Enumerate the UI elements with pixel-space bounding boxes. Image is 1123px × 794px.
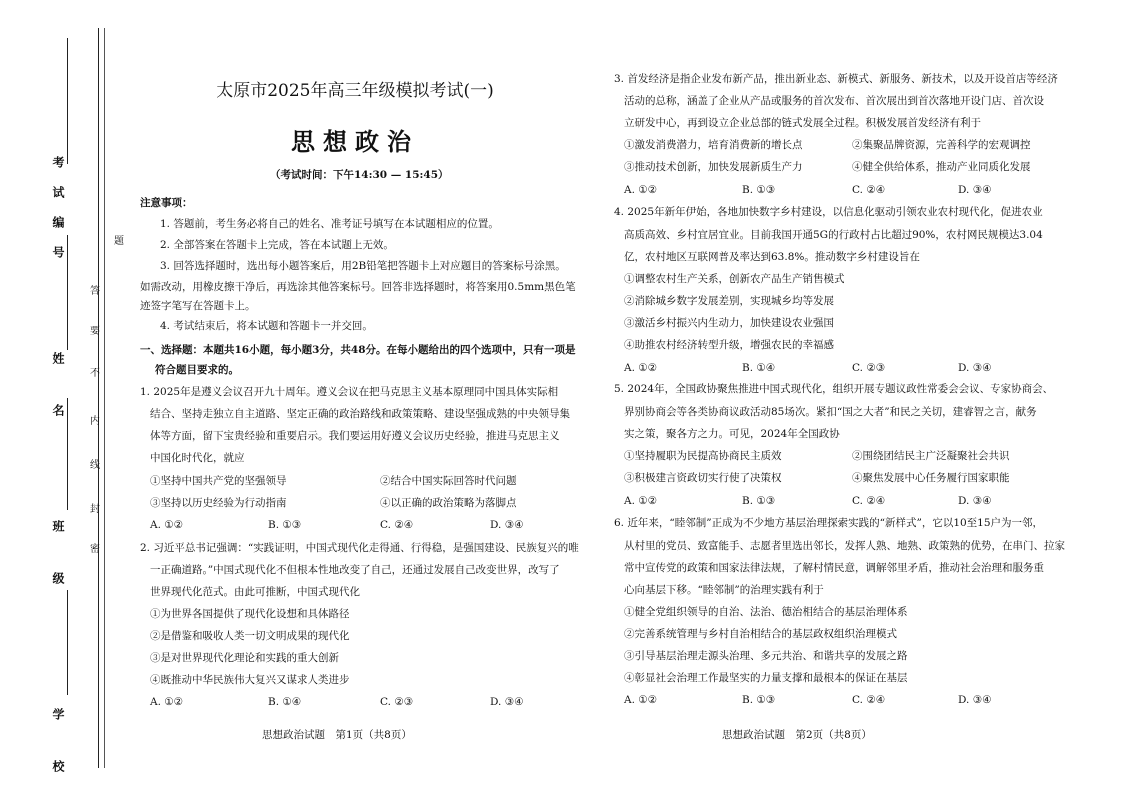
q1-option: ②结合中国实际回答时代问题 <box>380 475 517 487</box>
exam-no-label: 考试编号 <box>51 156 65 276</box>
q3-option: ③推动技术创新，加快发展新质生产力 <box>624 161 803 173</box>
q2-stem: 一正确道路。”中国式现代化不但根本性地改变了自己，还通过发展自己改变世界，改写了 <box>150 564 560 576</box>
q2-choice-c: C. ②③ <box>380 696 414 708</box>
q5-choice-b: B. ①③ <box>742 495 776 507</box>
q6-stem: 6. 近年来，“睦邻制”正成为不少地方基层治理探索实践的“新样式”，它以10至15户为一邻， <box>614 517 1044 529</box>
q2-choice-a: A. ①② <box>150 696 184 708</box>
q5-option: ③积极建言资政切实行使了决策权 <box>624 472 782 484</box>
exam-no-line <box>67 38 68 164</box>
q2-stem: 2. 习近平总书记强调：“实践证明，中国式现代化走得通、行得稳，是强国建设、民族复兴的唯 <box>140 542 579 554</box>
gutter-char: 答 <box>90 286 100 297</box>
q3-choice-b: B. ①③ <box>742 184 776 196</box>
q3-stem: 活动的总称，涵盖了企业从产品或服务的首次发布、首次展出到首次落地开设门店、首次设 <box>624 95 1044 107</box>
q3-option: ①激发消费潜力，培育消费新的增长点 <box>624 139 803 151</box>
q1-option: ①坚持中国共产党的坚强领导 <box>150 475 287 487</box>
q1-stem: 结合、坚持走独立自主道路、坚定正确的政治路线和政策策略、建设坚强成熟的中央领导集 <box>150 408 570 420</box>
q5-choice-d: D. ③④ <box>958 495 992 507</box>
note-item: 2. 全部答案在答题卡上完成，答在本试题上无效。 <box>160 239 394 251</box>
q5-stem: 界别协商会等各类协商议政活动85场次。紧扣“国之大者”和民之关切，建睿智之言，献务 <box>624 406 1037 418</box>
note-item: 1. 答题前，考生务必将自己的姓名、准考证号填写在本试题相应的位置。 <box>160 218 499 230</box>
q2-option: ①为世界各国提供了现代化设想和具体路径 <box>150 608 350 620</box>
gutter-char: 线 <box>90 460 100 471</box>
q3-option: ②集聚品牌资源，完善科学的宏观调控 <box>852 139 1031 151</box>
q4-option: ②消除城乡数字发展差别，实现城乡均等发展 <box>624 295 834 307</box>
gutter-char: 要 <box>90 326 100 337</box>
q2-choice-b: B. ①④ <box>268 696 302 708</box>
q6-option: ①健全党组织领导的自治、法治、德治相结合的基层治理体系 <box>624 606 908 618</box>
q6-stem: 从村里的党员、致富能手、志愿者里选出邻长，发挥人熟、地熟、政策熟的优势，在串门、拉家 <box>624 540 1065 552</box>
name-label: 姓 名 <box>51 352 65 435</box>
q1-choice-a: A. ①② <box>150 519 184 531</box>
q3-stem: 立研发中心，再到设立企业总部的链式发展全过程。积极发展首发经济有利于 <box>624 117 981 129</box>
note-item: 3. 回答选择题时，选出每小题答案后，用2B铅笔把答题卡上对应题目的答案标号涂黑。 <box>160 260 566 272</box>
gutter-char: 密 <box>90 544 100 555</box>
q2-option: ③是对世界现代化理论和实践的重大创新 <box>150 652 339 664</box>
section-heading: 一、选择题：本题共16小题，每小题3分，共48分。在每小题给出的四个选项中，只有一项是 <box>140 344 576 356</box>
gutter-char: 内 <box>90 416 100 427</box>
q3-choice-d: D. ③④ <box>958 184 992 196</box>
exam-title: 太原市2025年高三年级模拟考试(一) <box>216 81 494 101</box>
q5-option: ④聚焦发展中心任务履行国家职能 <box>852 472 1010 484</box>
q6-choice-a: A. ①② <box>624 694 658 706</box>
q3-option: ④健全供给体系，推动产业同质化发展 <box>852 161 1031 173</box>
class-label: 班 级 <box>51 520 65 603</box>
q4-choice-c: C. ②③ <box>852 362 886 374</box>
class-line <box>67 398 68 510</box>
exam-time: （考试时间：下午14:30 — 15:45） <box>270 169 449 181</box>
q1-choice-b: B. ①③ <box>268 519 302 531</box>
q3-choice-a: A. ①② <box>624 184 658 196</box>
q6-choice-c: C. ②④ <box>852 694 886 706</box>
q4-option: ④助推农村经济转型升级，增强农民的幸福感 <box>624 339 834 351</box>
q6-option: ④彰显社会治理工作最坚实的力量支撑和最根本的保证在基层 <box>624 672 908 684</box>
binding-line-2 <box>104 28 105 768</box>
gutter-char: 封 <box>90 504 100 515</box>
gutter-char: 不 <box>90 368 100 379</box>
q3-choice-c: C. ②④ <box>852 184 886 196</box>
school-label: 学 校 <box>51 708 65 791</box>
note-item: 4. 考试结束后，将本试题和答题卡一并交回。 <box>160 320 373 332</box>
q6-choice-b: B. ①③ <box>742 694 776 706</box>
q2-choice-d: D. ③④ <box>490 696 524 708</box>
q6-choice-d: D. ③④ <box>958 694 992 706</box>
section-heading-cont: 符合题目要求的。 <box>155 364 239 376</box>
q4-stem: 4. 2025年新年伊始，各地加快数字乡村建设，以信息化驱动引领农业农村现代化，促进农业 <box>614 206 1043 218</box>
q6-option: ②完善系统管理与乡村自治相结合的基层政权组织治理模式 <box>624 628 897 640</box>
q5-option: ②围绕团结民主广泛凝聚社会共识 <box>852 450 1010 462</box>
q4-option: ①调整农村生产关系，创新农产品生产销售模式 <box>624 273 845 285</box>
footer-right: 思想政治试题 第2页（共8页） <box>722 729 872 741</box>
q4-option: ③激活乡村振兴内生动力，加快建设农业强国 <box>624 317 834 329</box>
q2-stem: 世界现代化范式。由此可推断，中国式现代化 <box>150 586 360 598</box>
gutter-char: 题 <box>114 236 124 247</box>
q4-stem: 高质高效、乡村宜居宜业。目前我国开通5G的行政村占比超过90%，农村网民规模达3.04 <box>624 229 1043 241</box>
q1-choice-c: C. ②④ <box>380 519 414 531</box>
q1-choice-d: D. ③④ <box>490 519 524 531</box>
q1-option: ③坚持以历史经验为行动指南 <box>150 497 287 509</box>
q6-stem: 心向基层下移。“睦邻制”的治理实践有利于 <box>624 584 824 596</box>
q5-stem: 实之策，聚各方之力。可见，2024年全国政协 <box>624 428 840 440</box>
footer-left: 思想政治试题 第1页（共8页） <box>262 729 412 741</box>
q4-choice-d: D. ③④ <box>958 362 992 374</box>
q1-option: ④以正确的政治策略为落脚点 <box>380 497 517 509</box>
q2-option: ④既推动中华民族伟大复兴又谋求人类进步 <box>150 674 350 686</box>
q4-choice-b: B. ①④ <box>742 362 776 374</box>
subject-title: 思想政治 <box>291 128 419 156</box>
notes-heading: 注意事项： <box>140 197 193 209</box>
note-item: 迹签字笔写在答题卡上。 <box>140 300 256 312</box>
q2-option: ②是借鉴和吸收人类一切文明成果的现代化 <box>150 630 350 642</box>
q1-stem: 中国化时代化，就应 <box>150 452 245 464</box>
q5-choice-c: C. ②④ <box>852 495 886 507</box>
q4-choice-a: A. ①② <box>624 362 658 374</box>
q3-stem: 3. 首发经济是指企业发布新产品，推出新业态、新模式、新服务、新技术，以及开设首店等经济 <box>614 73 1058 85</box>
note-item: 如需改动，用橡皮擦干净后，再选涂其他答案标号。回答非选择题时，将答案用0.5mm黑色笔 <box>140 281 576 293</box>
q1-stem: 1. 2025年是遵义会议召开九十周年。遵义会议在把马克思主义基本原理同中国具体实际相 <box>140 386 559 398</box>
q5-stem: 5. 2024年，全国政协聚焦推进中国式现代化，组织开展专题议政性常委会会议、专家协商会、 <box>614 383 1054 395</box>
q6-stem: 常中宣传党的政策和国家法律法规，了解村情民意，调解邻里矛盾，推动社会治理和服务重 <box>624 562 1044 574</box>
name-line <box>67 235 68 350</box>
binding-line-1 <box>98 28 99 768</box>
q4-stem: 亿，农村地区互联网普及率达到63.8%。推动数字乡村建设旨在 <box>624 251 920 263</box>
q5-choice-a: A. ①② <box>624 495 658 507</box>
q6-option: ③引导基层治理走源头治理、多元共治、和谐共享的发展之路 <box>624 650 908 662</box>
q1-stem: 体等方面，留下宝贵经验和重要启示。我们要运用好遵义会议历史经验，推进马克思主义 <box>150 430 560 442</box>
q5-option: ①坚持履职为民提高协商民主质效 <box>624 450 782 462</box>
school-line <box>67 590 68 695</box>
